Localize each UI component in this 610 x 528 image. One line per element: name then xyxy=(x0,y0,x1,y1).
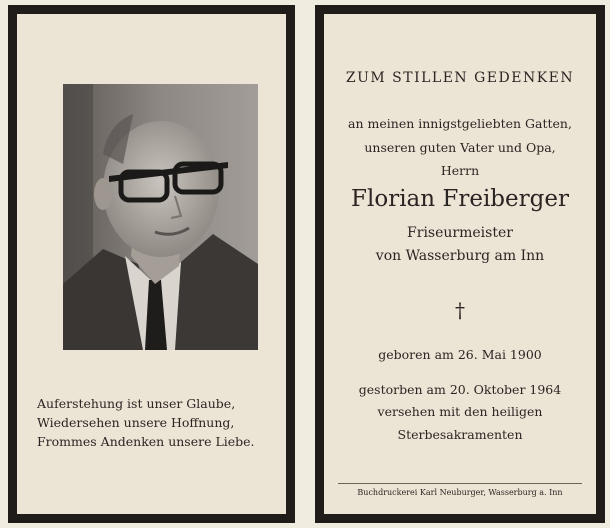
left-card xyxy=(8,5,295,523)
verse-line-1: Auferstehung ist unser Glaube, xyxy=(37,396,236,411)
birth-date: geboren am 26. Mai 1900 xyxy=(378,347,542,362)
printer-credit: Buchdruckerei Karl Neuburger, Wasserburg a. Inn xyxy=(357,488,563,497)
right-card xyxy=(315,5,605,523)
dedication-line-1: an meinen innigstgeliebten Gatten, xyxy=(348,116,572,131)
verse-line-3: Frommes Andenken unsere Liebe. xyxy=(37,434,255,449)
right-card-paper xyxy=(324,14,596,514)
cross-icon: † xyxy=(455,298,465,322)
dedication-line-2: unseren guten Vater und Opa, xyxy=(364,140,556,155)
portrait-illustration xyxy=(63,84,258,350)
hometown: von Wasserburg am Inn xyxy=(375,248,545,264)
death-date: gestorben am 20. Oktober 1964 xyxy=(358,382,562,397)
dedication-line-3: Herrn xyxy=(440,163,480,178)
left-card-paper xyxy=(17,14,286,514)
verse xyxy=(37,394,287,451)
sacraments-line-2: Sterbesakramenten xyxy=(397,427,523,442)
deceased-name: Florian Freiberger xyxy=(351,186,569,212)
memorial-heading: ZUM STILLEN GEDENKEN xyxy=(345,70,575,86)
printer-divider xyxy=(338,483,582,484)
sacraments-line-1: versehen mit den heiligen xyxy=(377,404,543,419)
occupation: Friseurmeister xyxy=(407,225,513,241)
verse-line-2: Wiedersehen unsere Hoffnung, xyxy=(37,415,235,430)
portrait-photo xyxy=(63,84,258,350)
